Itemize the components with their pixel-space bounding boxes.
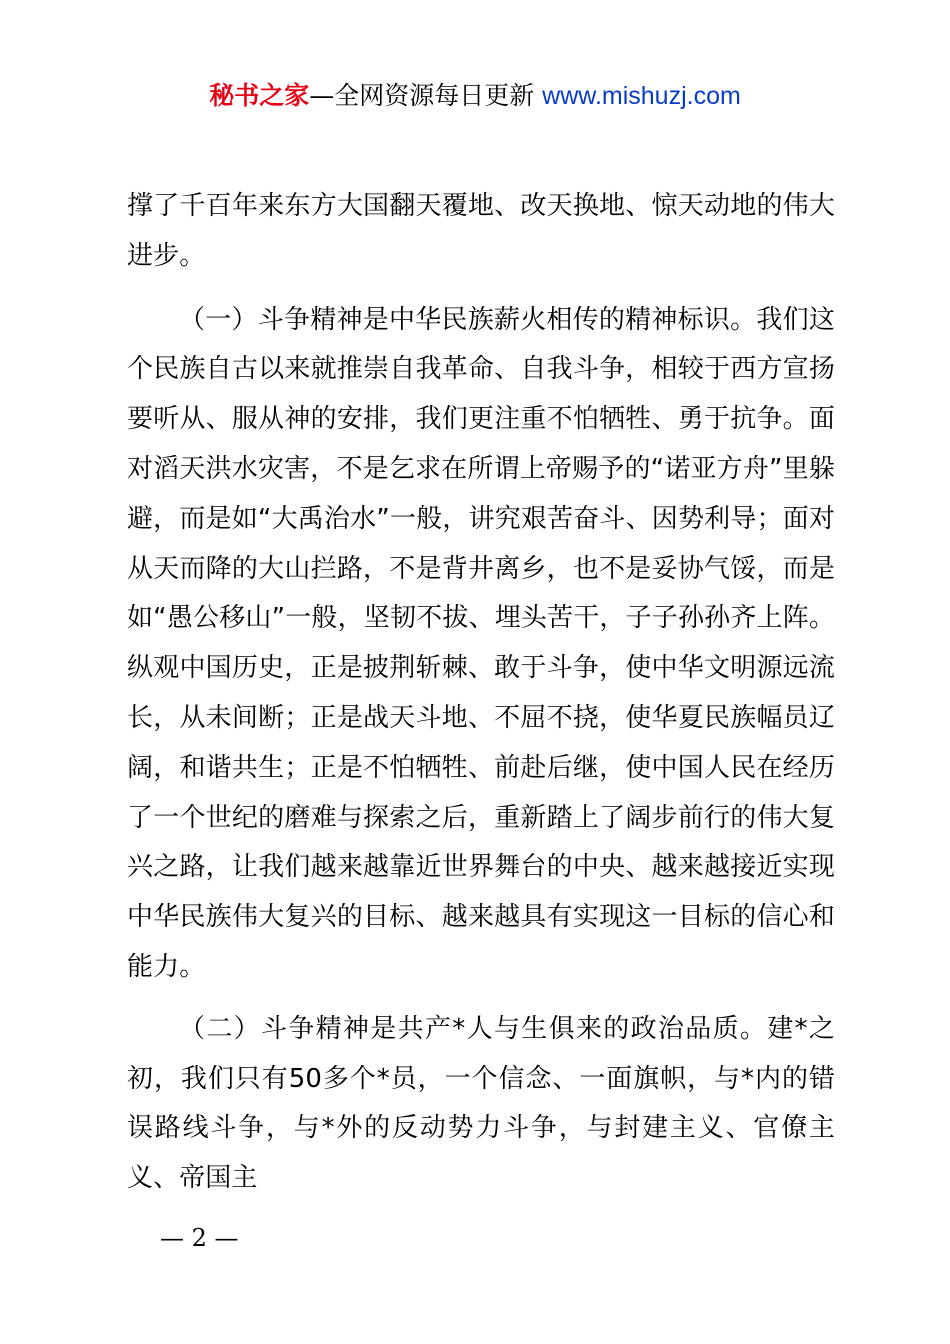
paragraph-section-one: （一）斗争精神是中华民族薪火相传的精神标识。我们这个民族自古以来就推崇自我革命、自我斗争，相较于西方宣扬要听从、服从神的安排，我们更注重不怕牺牲、勇于抗争。面对滔天洪水灾害，不是乞求在所谓上帝赐予的“诺亚方舟”里躲避，而是如“大禹治水”一般，讲究艰苦奋斗、因势利导；面对从天而降的大山拦路，不是背井离乡，也不是妥协气馁，而是如“愚公移山”一般，坚韧不拔、埋头苦干，子子孙孙齐上阵。纵观中国历史，正是披荆斩棘、敢于斗争，使中华文明源远流长，从未间断；正是战天斗地、不屈不挠，使华夏民族幅员辽阔，和谐共生；正是不怕牺牲、前赴后继，使中国人民在经历了一个世纪的磨难与探索之后，重新踏上了阔步前行的伟大复兴之路，让我们越来越靠近世界舞台的中央、越来越接近实现中华民族伟大复兴的目标、越来越具有实现这一目标的信心和能力。: [127, 304, 835, 982]
document-body: [127, 182, 835, 1204]
brand-name: 秘书之家: [209, 81, 310, 110]
site-url-link[interactable]: www.mishuzj.com: [542, 82, 741, 110]
paragraph-section-two: （二）斗争精神是共产*人与生俱来的政治品质。建*之初，我们只有50多个*员，一个信念、一面旗帜，与*内的错误路线斗争，与*外的反动势力斗争，与封建主义、官僚主义、帝国主: [127, 1013, 835, 1194]
header-tagline: —全网资源每日更新: [309, 81, 543, 110]
site-header: [0, 78, 950, 114]
page-number: — 2 —: [160, 1224, 239, 1252]
paragraph-continued: 撑了千百年来东方大国翻天覆地、改天换地、惊天动地的伟大进步。: [127, 191, 835, 271]
